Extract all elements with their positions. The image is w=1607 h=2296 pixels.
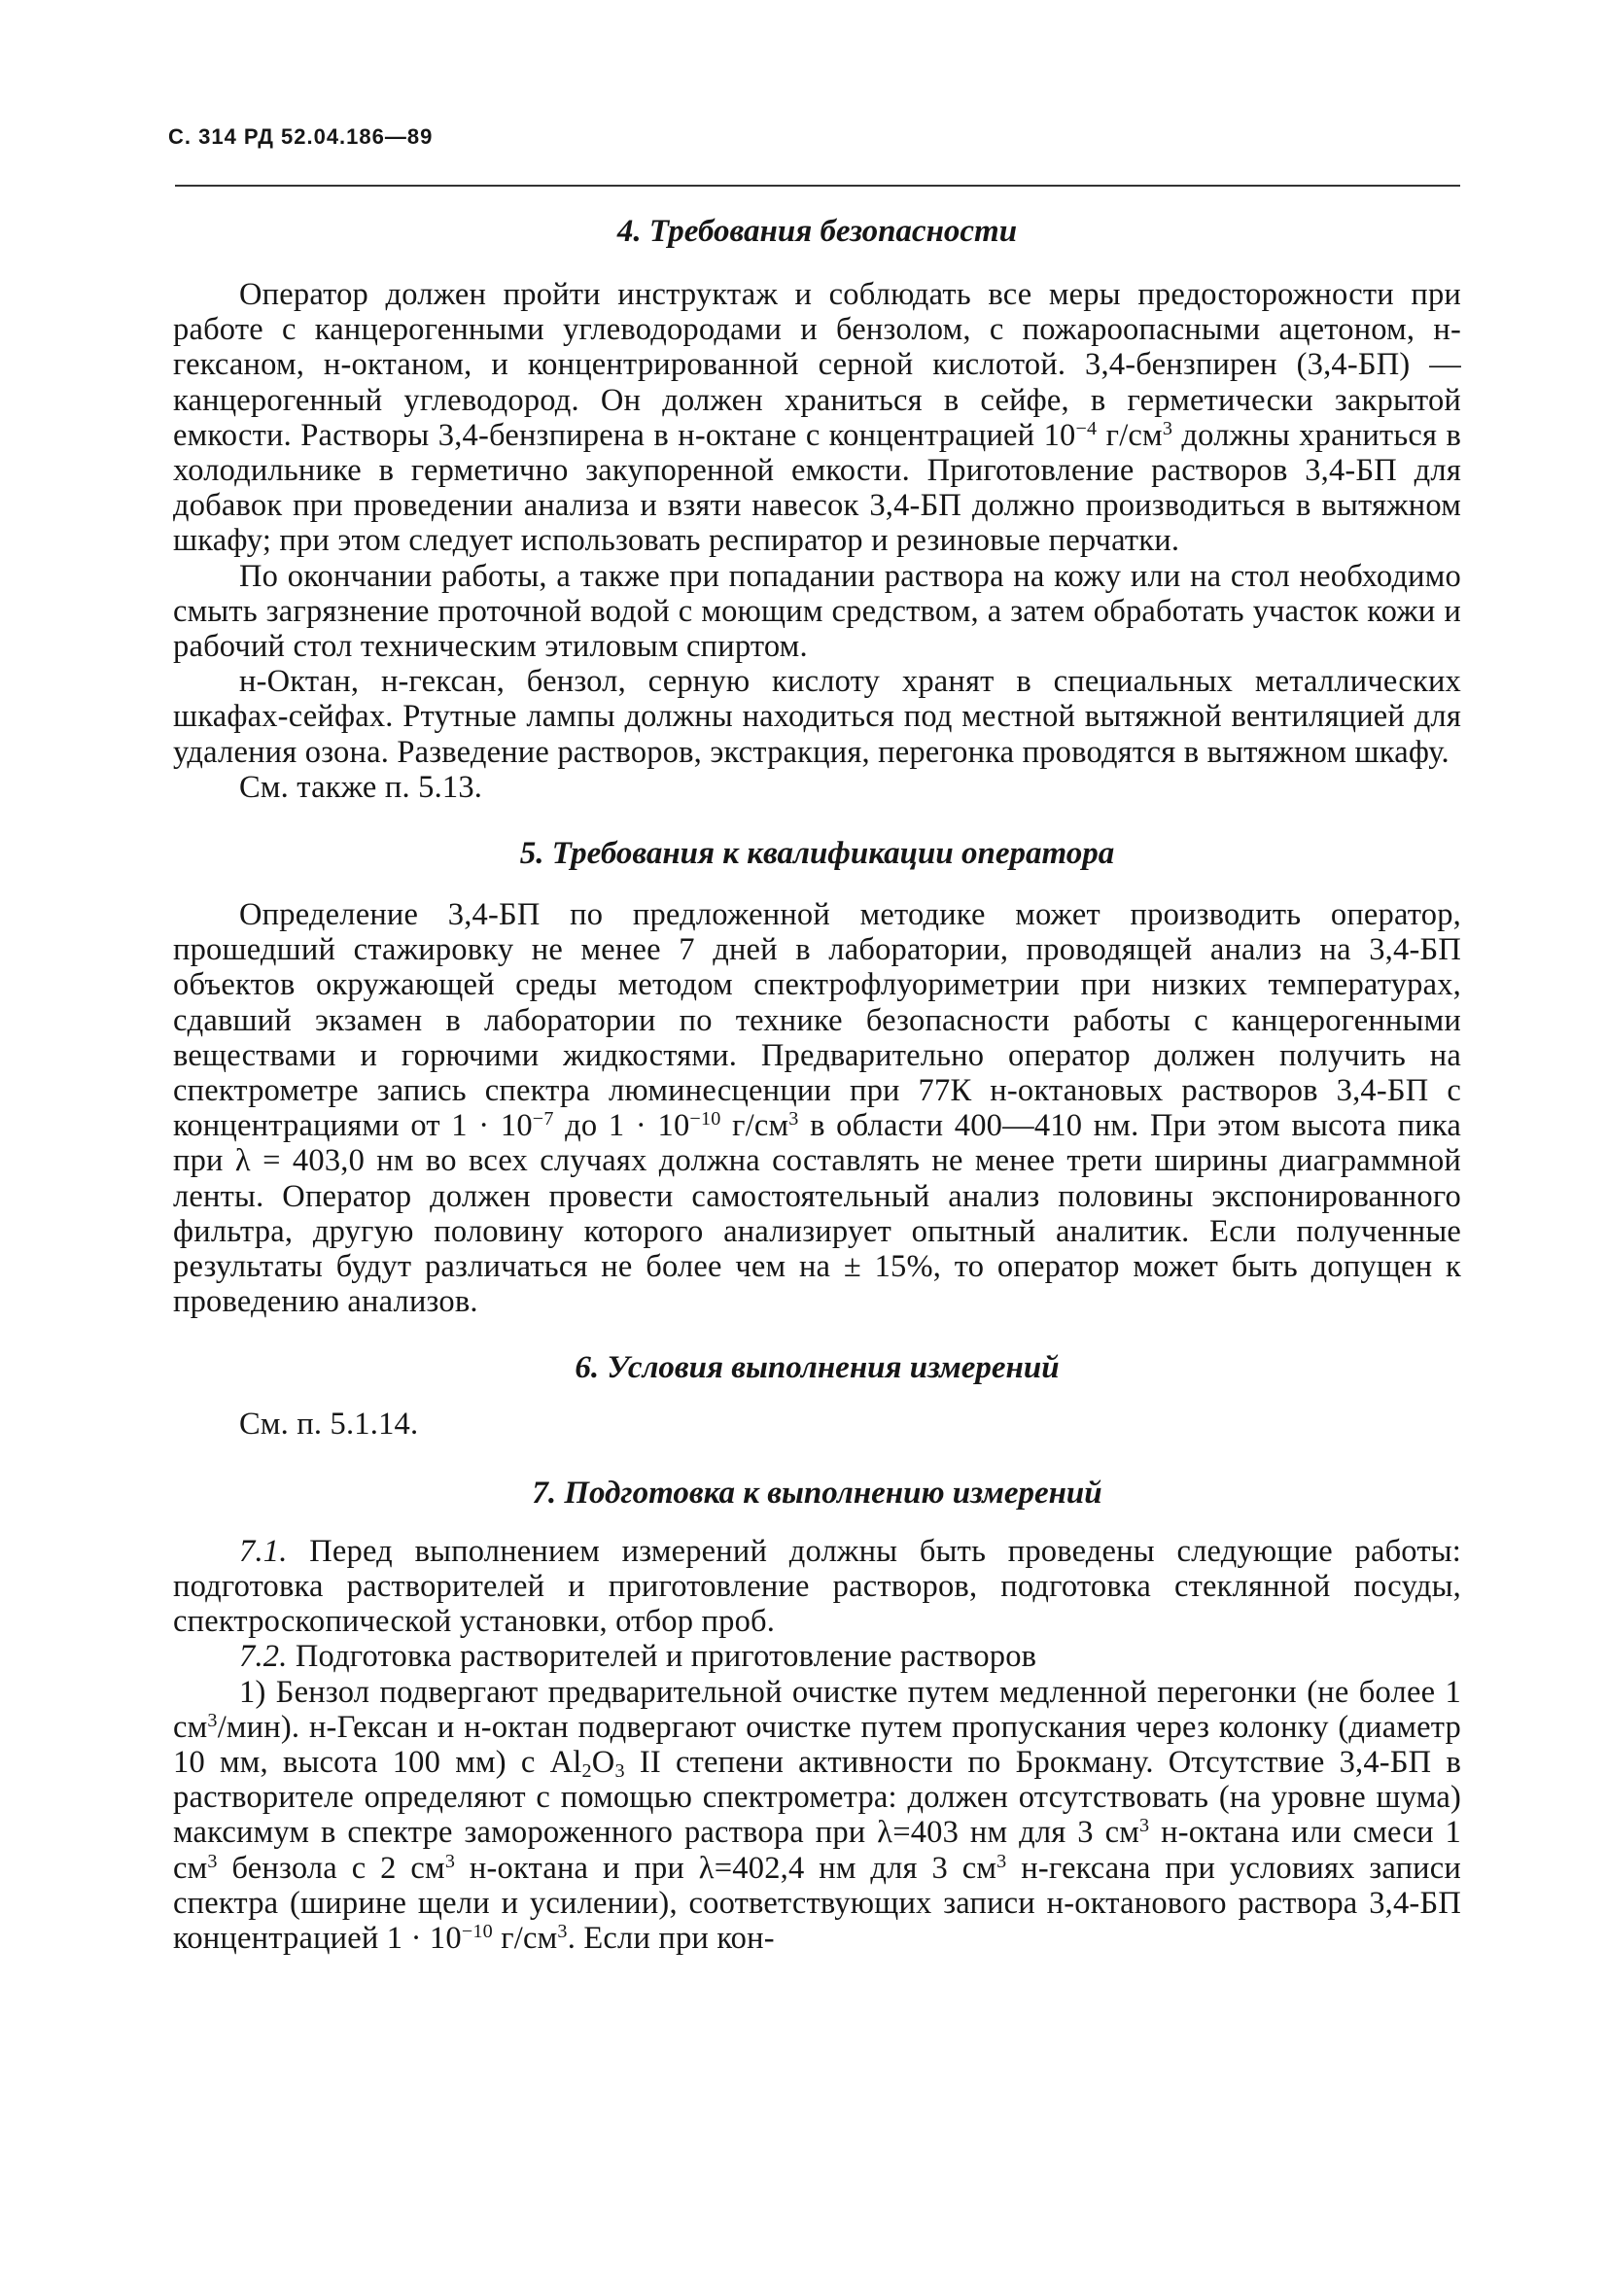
text-run: . Если при кон- <box>567 1920 775 1956</box>
text-run: г/см <box>1097 417 1163 453</box>
section-4-title: 4. Требования безопасности <box>616 214 1018 249</box>
text-run: в области 400—410 нм. При этом высота пика при λ = 403,0 нм во всех случаях должна составлять не менее трети ширины диаграммной ленты. Оператор должен провести самостоятельный анализ половины экспонированного фильтра, другую половину которого анализирует опытный аналитик. Если полученные результаты будут различаться не более чем на ± 15%, то оператор может быть допущен к проведению анализов. <box>173 1108 1462 1320</box>
text-run: должны храниться в холодильнике в герметично закупоренной емкости. Приготовление растворов 3,4-БП для добавок при проведении анализа и взяти навесок 3,4-БП должно производиться в вытяжном шкафу; при этом следует использовать респиратор и резиновые перчатки. <box>173 417 1461 559</box>
section-4-paragraph-1 <box>173 277 1461 559</box>
text-run: /мин). н-Гексан и н-октан подвергают очистке путем пропускания через колонку (диаметр 10 мм, высота 100 мм) с Al <box>173 1709 1461 1780</box>
superscript: 3 <box>996 1850 1007 1872</box>
section-4-paragraph-4: См. также п. 5.13. <box>239 769 483 805</box>
superscript: −7 <box>532 1108 554 1131</box>
clause-number: 7.2. <box>239 1639 288 1675</box>
text-run: Подготовка растворителей и приготовление растворов <box>287 1639 1037 1675</box>
header-rule <box>175 185 1460 187</box>
section-4-paragraph-2: По окончании работы, а также при попадании раствора на кожу или на стол необходимо смыть загрязнение проточной водой с моющим средством, а затем обработать участок кожи и рабочий стол техническим этиловым спиртом. <box>173 558 1461 665</box>
superscript: −4 <box>1075 417 1098 439</box>
page-header: С. 314 РД 52.04.186—89 <box>168 124 434 149</box>
text-run: н-октана или смеси 1 см <box>173 1815 1462 1886</box>
section-4-paragraph-3: н-Октан, н-гексан, бензол, серную кислоту хранят в специальных металлических шкафах-сейфах. Ртутные лампы должны находиться под местной вытяжной вентиляцией для удаления озона. Разведение растворов, экстракция, перегонка проводятся в вытяжном шкафу. <box>173 664 1461 770</box>
text-run: O <box>591 1744 615 1780</box>
section-7-2-item-1 <box>173 1675 1461 1957</box>
section-5-paragraph-1 <box>173 897 1461 1319</box>
section-7-2-paragraph <box>173 1639 1461 1674</box>
text-run: Определение 3,4-БП по предложенной методике может производить оператор, прошедший стажировку не менее 7 дней в лаборатории, проводящей анализ на 3,4-БП объектов окружающей среды методом спектрофлуориметрии при низких температурах, сдавший экзамен в лаборатории по технике безопасности работы с канцерогенными веществами и горючими жидкостями. Предварительно оператор должен получить на спектрометре запись спектра люминесценции при 77К н-октановых растворов 3,4-БП с концентрациями от 1 · 10 <box>173 897 1461 1144</box>
text-run: II степени активности по Брокману. Отсутствие 3,4-БП в растворителе определяют с помощью спектрометра: должен отсутствовать (на уровне шума) максимум в спектре замороженного раствора при λ=403 нм для 3 см <box>173 1744 1462 1851</box>
text-run: до 1 · 10 <box>553 1108 690 1144</box>
superscript: 3 <box>557 1920 568 1942</box>
clause-number: 7.1. <box>239 1533 288 1569</box>
page-content <box>173 212 1461 1956</box>
text-run: г/см <box>720 1108 789 1144</box>
text-run: н-гексана при условиях записи спектра (ширине щели и усилении), соответствующих записи н-октанового раствора 3,4-БП концентрацией 1 · 10 <box>173 1850 1461 1956</box>
superscript: 3 <box>207 1850 218 1872</box>
superscript: −10 <box>689 1108 721 1131</box>
subscript: 3 <box>614 1759 625 1782</box>
superscript: −10 <box>461 1920 493 1942</box>
superscript: 3 <box>788 1108 799 1131</box>
text-run: Перед выполнением измерений должны быть проведены следующие работы: подготовка растворителей и приготовление растворов, подготовка стеклянной посуды, спектроскопической установки, отбор проб. <box>173 1533 1461 1640</box>
text-run: н-октана и при λ=402,4 нм для 3 см <box>455 1850 997 1886</box>
superscript: 3 <box>444 1850 456 1872</box>
superscript: 3 <box>1138 1815 1150 1837</box>
text-run: 1) Бензол подвергают предварительной очистке путем медленной перегонки (не более 1 см <box>173 1674 1461 1745</box>
superscript: 3 <box>207 1709 218 1731</box>
section-6-paragraph-1: См. п. 5.1.14. <box>239 1407 419 1443</box>
superscript: 3 <box>1162 417 1173 439</box>
text-run: Оператор должен пройти инструктаж и соблюдать все меры предосторожности при работе с канцерогенными углеводородами и бензолом, с пожароопасными ацетоном, н-гексаном, н-октаном, и концентрированной серной кислотой. 3,4-бензпирен (3,4-БП) — канцерогенный углеводород. Он должен храниться в сейфе, в герметически закрытой емкости. Растворы 3,4-бензпирена в н-октане с концентрацией 10 <box>173 277 1461 453</box>
text-run: г/см <box>492 1920 558 1956</box>
text-run: бензола с 2 см <box>217 1850 445 1886</box>
subscript: 2 <box>581 1759 592 1782</box>
section-7-title: 7. Подготовка к выполнению измерений <box>532 1475 1102 1511</box>
section-6-title: 6. Условия выполнения измерений <box>575 1350 1060 1386</box>
section-5-title: 5. Требования к квалификации оператора <box>519 836 1115 872</box>
section-7-1-paragraph <box>173 1534 1461 1640</box>
